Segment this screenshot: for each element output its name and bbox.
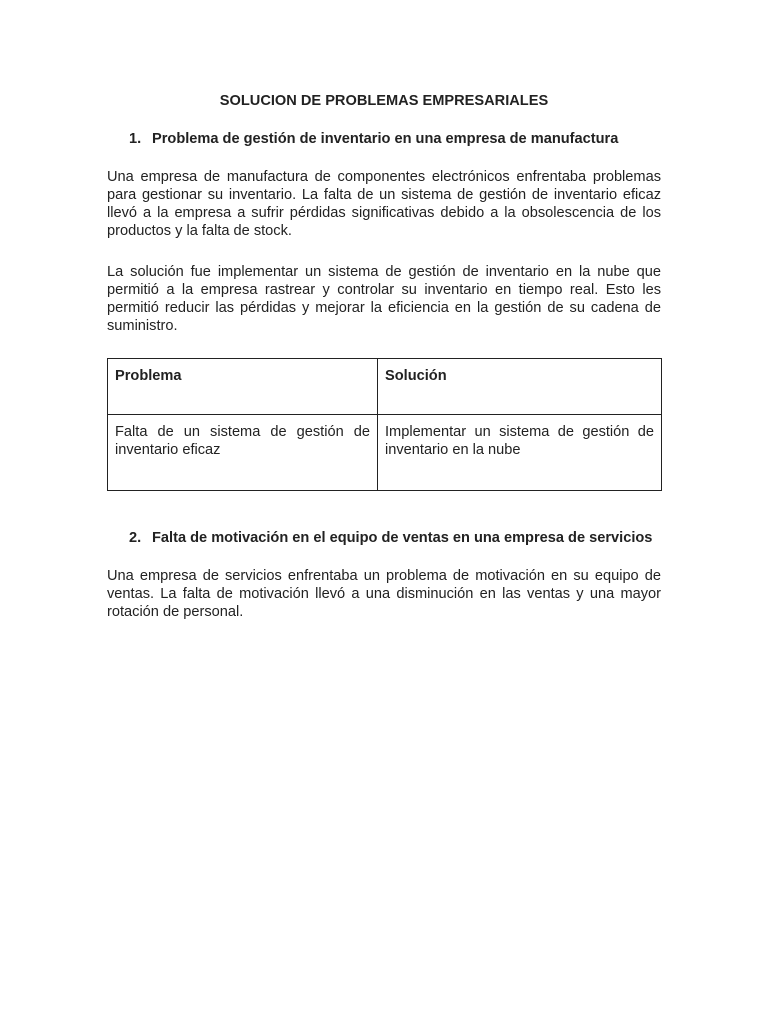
table-header-solution: Solución	[378, 359, 662, 415]
problem-solution-table	[107, 358, 662, 491]
section-1-title: Problema de gestión de inventario en una empresa de manufactura	[152, 131, 619, 147]
section-2-paragraph-1: Una empresa de servicios enfrentaba un problema de motivación en su equipo de ventas. La falta de motivación llevó a una disminución en las ventas y una mayor rotación de personal.	[107, 568, 661, 620]
document-page	[107, 92, 661, 621]
section-1-number: 1.	[129, 131, 142, 147]
section-1-paragraph-2: La solución fue implementar un sistema de gestión de inventario en la nube que permitió a la empresa rastrear y controlar su inventario en tiempo real. Esto les permitió reducir las pérdidas y mejorar la eficiencia en la gestión de su cadena de suministro.	[107, 264, 661, 334]
table-header-row	[108, 359, 662, 415]
section-2-title: Falta de motivación en el equipo de ventas en una empresa de servicios	[152, 530, 653, 546]
table-cell-problem: Falta de un sistema de gestión de inventario eficaz	[108, 415, 378, 491]
section-1-heading	[107, 130, 661, 148]
document-title: SOLUCION DE PROBLEMAS EMPRESARIALES	[219, 93, 549, 109]
table-header-problem: Problema	[108, 359, 378, 415]
table-row	[108, 415, 662, 491]
section-1-paragraph-1: Una empresa de manufactura de componentes electrónicos enfrentaba problemas para gestionar su inventario. La falta de un sistema de gestión de inventario eficaz llevó a la empresa a sufrir pérdidas significativas debido a la obsolescencia de los productos y la falta de stock.	[107, 169, 661, 239]
section-2-heading	[107, 529, 661, 547]
section-2-number: 2.	[129, 530, 142, 546]
table-cell-solution: Implementar un sistema de gestión de inventario en la nube	[378, 415, 662, 491]
